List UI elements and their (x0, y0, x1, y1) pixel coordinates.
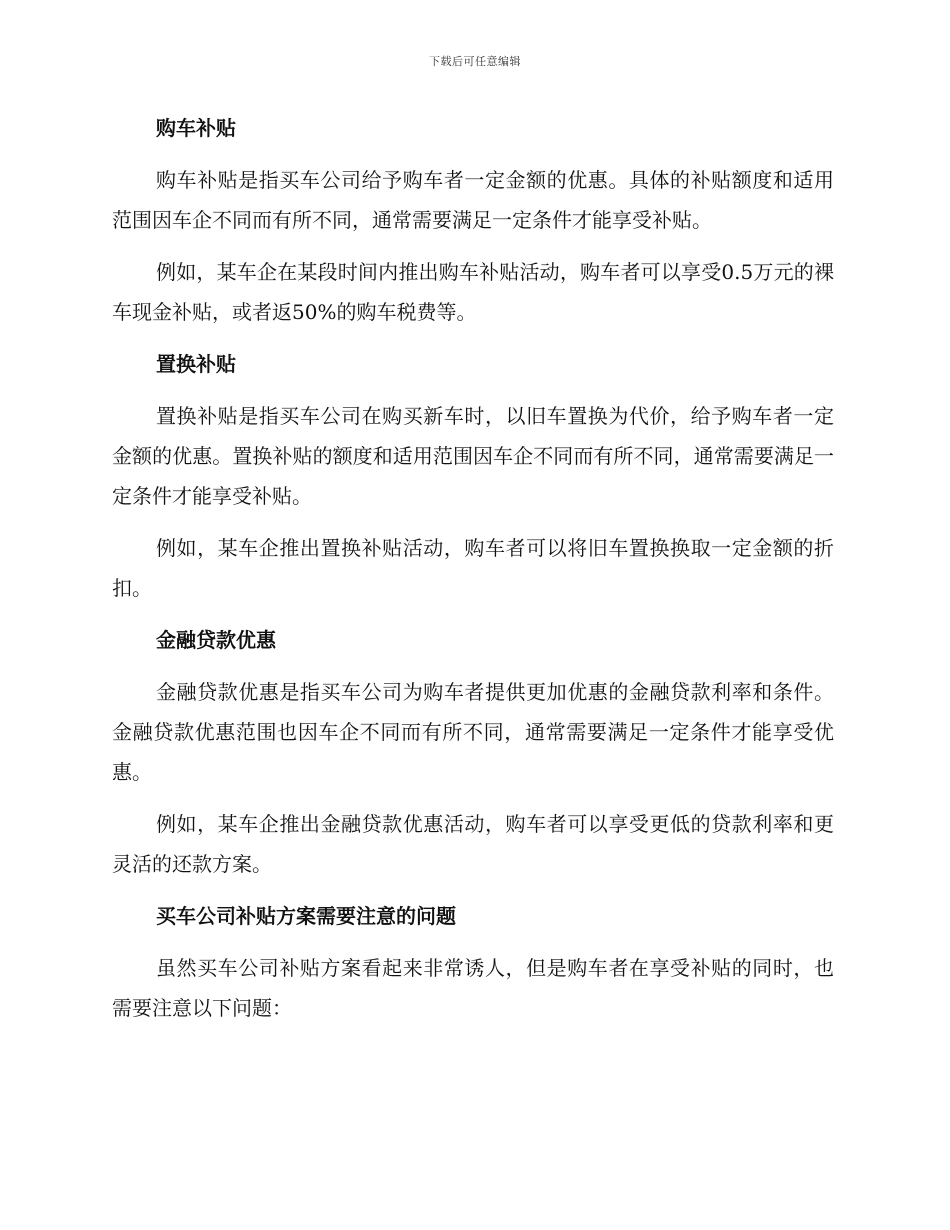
section-heading: 金融贷款优惠 (156, 628, 276, 652)
paragraph: 虽然买车公司补贴方案看起来非常诱人，但是购车者在享受补贴的同时，也需要注意以下问题： (112, 956, 834, 1020)
paragraph: 购车补贴是指买车公司给予购车者一定金额的优惠。具体的补贴额度和适用范围因车企不同而有所不同，通常需要满足一定条件才能享受补贴。 (112, 168, 834, 232)
paragraph: 置换补贴是指买车公司在购买新车时，以旧车置换为代价，给予购车者一定金额的优惠。置换补贴的额度和适用范围因车企不同而有所不同，通常需要满足一定条件才能享受补贴。 (112, 404, 834, 508)
header-note: 下载后可任意编辑 (429, 55, 521, 68)
paragraph: 例如，某车企在某段时间内推出购车补贴活动，购车者可以享受0.5万元的裸车现金补贴，或者返50%的购车税费等。 (112, 260, 834, 324)
section-heading: 购车补贴 (156, 116, 236, 140)
paragraph: 金融贷款优惠是指买车公司为购车者提供更加优惠的金融贷款利率和条件。金融贷款优惠范围也因车企不同而有所不同，通常需要满足一定条件才能享受优惠。 (112, 680, 834, 784)
paragraph: 例如，某车企推出置换补贴活动，购车者可以将旧车置换换取一定金额的折扣。 (112, 536, 834, 600)
section-trade-in-subsidy (112, 344, 834, 608)
section-heading: 买车公司补贴方案需要注意的问题 (156, 904, 456, 928)
section-heading: 置换补贴 (156, 352, 236, 376)
section-finance-loan (112, 620, 834, 884)
document-body (112, 108, 834, 1040)
section-notes (112, 896, 834, 1028)
section-purchase-subsidy (112, 108, 834, 332)
paragraph: 例如，某车企推出金融贷款优惠活动，购车者可以享受更低的贷款利率和更灵活的还款方案。 (112, 812, 834, 876)
